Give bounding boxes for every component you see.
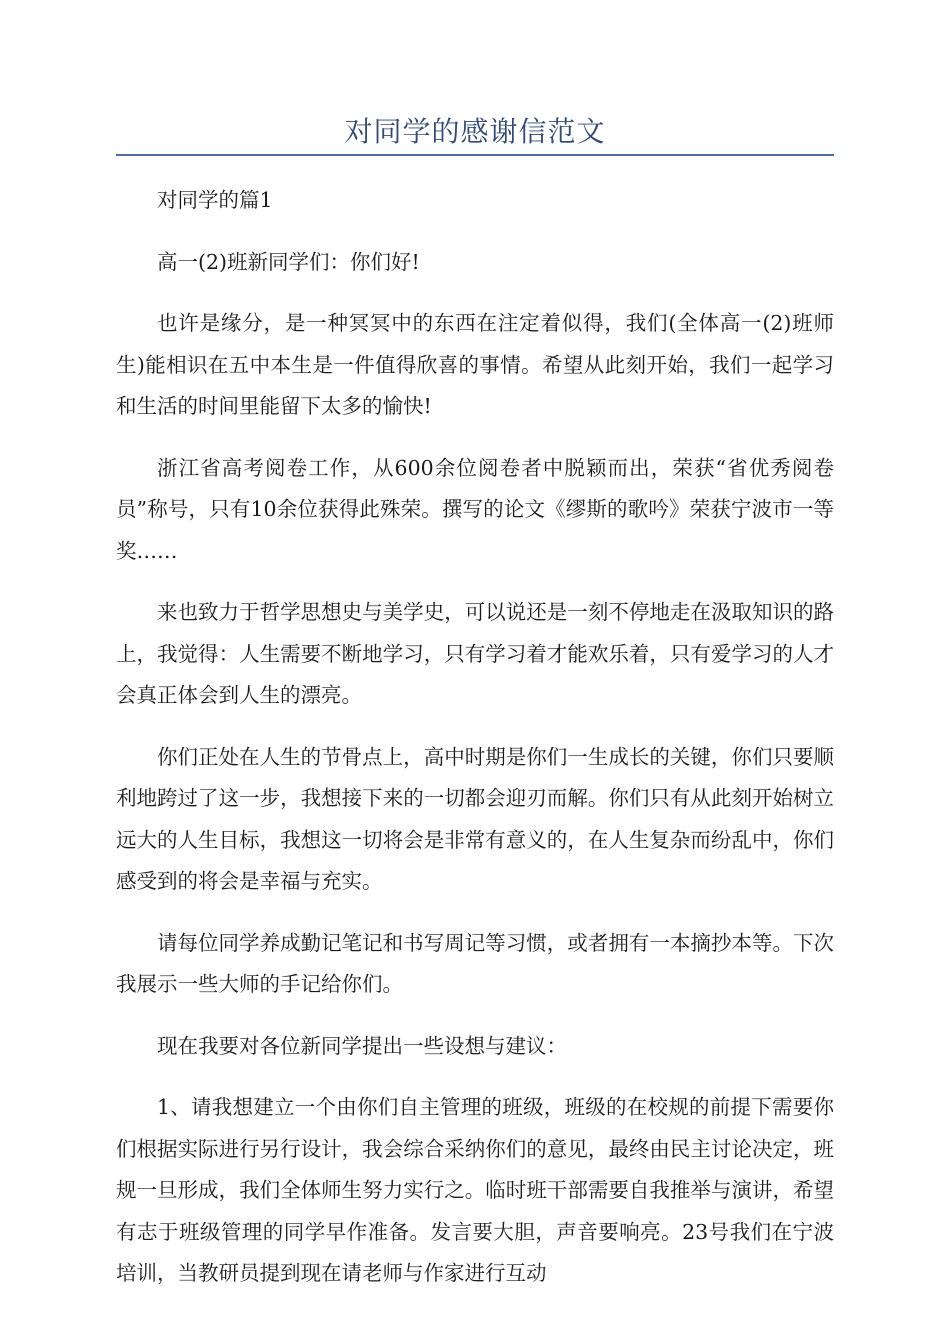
- document-title: 对同学的感谢信范文: [344, 115, 606, 148]
- title-underline: [116, 154, 834, 156]
- paragraph: 也许是缘分，是一种冥冥中的东西在注定着似得，我们(全体高一(2)班师生)能相识在五中本生是一件值得欣喜的事情。希望从此刻开始，我们一起学习和生活的时间里能留下太多的愉快!: [116, 311, 834, 418]
- paragraph: 浙江省高考阅卷工作，从600余位阅卷者中脱颖而出，荣获“省优秀阅卷员”称号，只有10余位获得此殊荣。撰写的论文《缪斯的歌吟》荣获宁波市一等奖……: [116, 455, 834, 563]
- paragraph-section-heading: 对同学的篇1: [157, 188, 273, 212]
- document-page: [116, 0, 834, 1315]
- paragraph-salutation: 高一(2)班新同学们：你们好!: [157, 249, 420, 274]
- paragraph: 请每位同学养成勤记笔记和书写周记等习惯，或者拥有一本摘抄本等。下次我展示一些大师的手记给你们。: [116, 930, 834, 996]
- paragraph: 你们正处在人生的节骨点上，高中时期是你们一生成长的关键，你们只要顺利地跨过了这一步，我想接下来的一切都会迎刃而解。你们只有从此刻开始树立远大的人生目标，我想这一切将会是非常有意义的，在人生复杂而纷乱中，你们感受到的将会是幸福与充实。: [116, 744, 834, 893]
- paragraph: 1、请我想建立一个由你们自主管理的班级，班级的在校规的前提下需要你们根据实际进行另行设计，我会综合采纳你们的意见，最终由民主讨论决定，班规一旦形成，我们全体师生努力实行之。临时班干部需要自我推举与演讲，希望有志于班级管理的同学早作准备。发言要大胆，声音要响亮。23号我们在宁波培训，当教研员提到现在请老师与作家进行互动: [116, 1095, 834, 1285]
- document-body: [116, 180, 834, 1295]
- paragraph: 来也致力于哲学思想史与美学史，可以说还是一刻不停地走在汲取知识的路上，我觉得：人生需要不断地学习，只有学习着才能欢乐着，只有爱学习的人才会真正体会到人生的漂亮。: [116, 600, 834, 707]
- paragraph: 现在我要对各位新同学提出一些设想与建议：: [157, 1033, 567, 1058]
